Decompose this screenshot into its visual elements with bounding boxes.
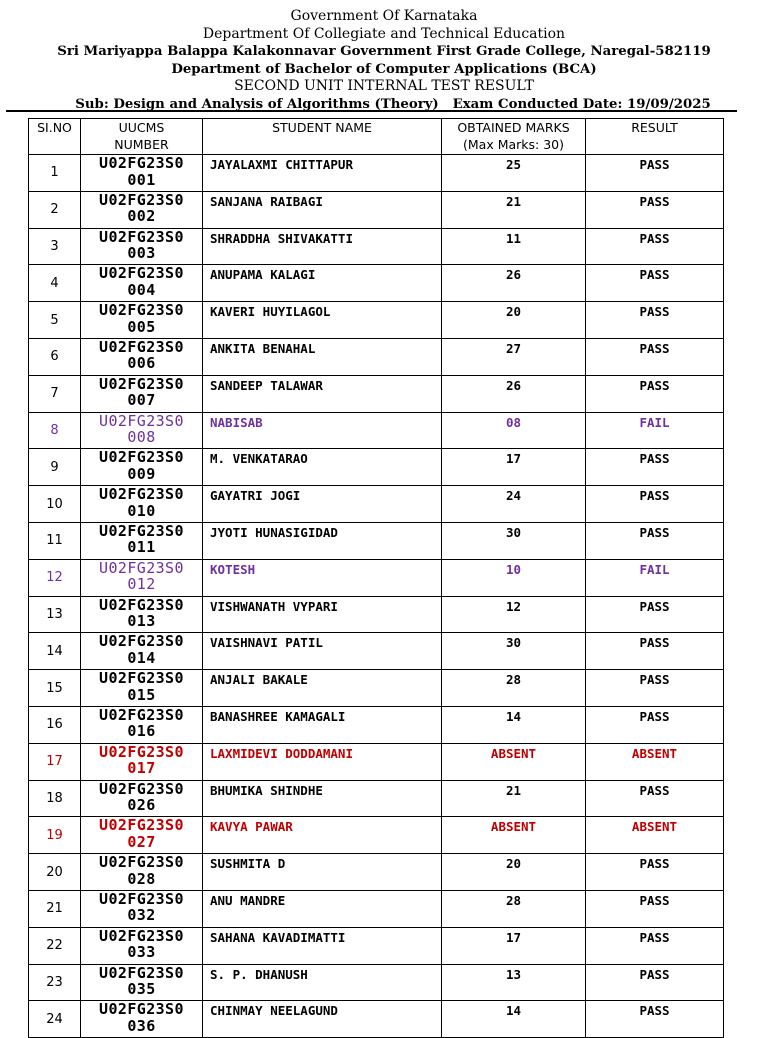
cell-uucms — [81, 817, 203, 854]
cell-uucms — [81, 596, 203, 633]
cell-result: FAIL — [586, 559, 724, 596]
cell-result: PASS — [586, 596, 724, 633]
marks-header-line1: OBTAINED MARKS — [457, 120, 570, 135]
cell-uucms — [81, 964, 203, 1001]
uucms-part2: 005 — [127, 317, 156, 336]
cell-slno: 18 — [29, 780, 81, 817]
cell-result: PASS — [586, 155, 724, 192]
cell-result: FAIL — [586, 412, 724, 449]
table-row — [29, 412, 724, 449]
uucms-part2: 026 — [127, 796, 156, 815]
uucms-part2: 036 — [127, 1016, 156, 1035]
uucms-part2: 033 — [127, 943, 156, 962]
uucms-part2: 009 — [127, 464, 156, 483]
uucms-part2: 017 — [127, 759, 156, 778]
cell-uucms — [81, 890, 203, 927]
table-row — [29, 486, 724, 523]
cell-result: PASS — [586, 191, 724, 228]
uucms-part1: U02FG23S0 — [99, 742, 184, 761]
cell-uucms — [81, 633, 203, 670]
cell-marks: 30 — [442, 522, 586, 559]
table-row — [29, 890, 724, 927]
cell-uucms — [81, 559, 203, 596]
uucms-part2: 012 — [127, 575, 156, 594]
cell-student-name: KAVYA PAWAR — [203, 817, 442, 854]
table-row — [29, 265, 724, 302]
uucms-part2: 016 — [127, 722, 156, 741]
cell-student-name: KOTESH — [203, 559, 442, 596]
cell-slno: 1 — [29, 155, 81, 192]
cell-slno: 19 — [29, 817, 81, 854]
cell-student-name: ANU MANDRE — [203, 890, 442, 927]
cell-uucms — [81, 191, 203, 228]
cell-marks: 08 — [442, 412, 586, 449]
header-divider — [6, 110, 737, 112]
table-header-row — [29, 119, 724, 155]
cell-uucms — [81, 155, 203, 192]
cell-student-name: ANUPAMA KALAGI — [203, 265, 442, 302]
cell-marks: ABSENT — [442, 817, 586, 854]
cell-slno: 22 — [29, 927, 81, 964]
uucms-part1: U02FG23S0 — [99, 301, 184, 320]
cell-result: PASS — [586, 449, 724, 486]
uucms-part2: 028 — [127, 869, 156, 888]
uucms-part2: 006 — [127, 354, 156, 373]
cell-slno: 7 — [29, 375, 81, 412]
cell-result: PASS — [586, 890, 724, 927]
cell-slno: 3 — [29, 228, 81, 265]
cell-marks: 14 — [442, 1001, 586, 1038]
uucms-part1: U02FG23S0 — [99, 963, 184, 982]
uucms-header-line2: NUMBER — [114, 137, 169, 152]
cell-result: PASS — [586, 854, 724, 891]
uucms-part2: 003 — [127, 244, 156, 263]
uucms-part2: 001 — [127, 170, 156, 189]
cell-student-name: S. P. DHANUSH — [203, 964, 442, 1001]
uucms-part1: U02FG23S0 — [99, 558, 184, 577]
table-row — [29, 670, 724, 707]
cell-slno: 4 — [29, 265, 81, 302]
uucms-part1: U02FG23S0 — [99, 632, 184, 651]
cell-student-name: CHINMAY NEELAGUND — [203, 1001, 442, 1038]
cell-uucms — [81, 338, 203, 375]
cell-marks: 28 — [442, 670, 586, 707]
cell-student-name: BHUMIKA SHINDHE — [203, 780, 442, 817]
cell-marks: 24 — [442, 486, 586, 523]
uucms-part1: U02FG23S0 — [99, 154, 184, 172]
column-header-slno: SI.NO — [29, 119, 81, 155]
cell-marks: 20 — [442, 854, 586, 891]
uucms-part2: 014 — [127, 648, 156, 667]
uucms-part1: U02FG23S0 — [99, 190, 184, 209]
cell-student-name: SUSHMITA D — [203, 854, 442, 891]
cell-slno: 24 — [29, 1001, 81, 1038]
cell-uucms — [81, 780, 203, 817]
table-row — [29, 854, 724, 891]
cell-slno: 17 — [29, 743, 81, 780]
column-header-student-name: STUDENT NAME — [203, 119, 442, 155]
cell-uucms — [81, 706, 203, 743]
table-row — [29, 559, 724, 596]
cell-slno: 5 — [29, 302, 81, 339]
cell-slno: 15 — [29, 670, 81, 707]
table-row — [29, 596, 724, 633]
cell-marks: 28 — [442, 890, 586, 927]
table-row — [29, 155, 724, 192]
uucms-part1: U02FG23S0 — [99, 448, 184, 467]
table-row — [29, 817, 724, 854]
cell-student-name: GAYATRI JOGI — [203, 486, 442, 523]
uucms-part2: 032 — [127, 906, 156, 925]
uucms-part2: 011 — [127, 538, 156, 557]
cell-result: PASS — [586, 338, 724, 375]
results-table — [28, 118, 724, 1038]
cell-result: PASS — [586, 927, 724, 964]
cell-result: PASS — [586, 265, 724, 302]
table-row — [29, 302, 724, 339]
cell-marks: 12 — [442, 596, 586, 633]
cell-uucms — [81, 449, 203, 486]
cell-slno: 8 — [29, 412, 81, 449]
cell-student-name: BANASHREE KAMAGALI — [203, 706, 442, 743]
cell-marks: 13 — [442, 964, 586, 1001]
cell-result: PASS — [586, 633, 724, 670]
column-header-uucms — [81, 119, 203, 155]
cell-student-name: JYOTI HUNASIGIDAD — [203, 522, 442, 559]
cell-slno: 21 — [29, 890, 81, 927]
uucms-part2: 004 — [127, 280, 156, 299]
cell-uucms — [81, 743, 203, 780]
uucms-part1: U02FG23S0 — [99, 926, 184, 945]
cell-student-name: ANJALI BAKALE — [203, 670, 442, 707]
cell-student-name: SAHANA KAVADIMATTI — [203, 927, 442, 964]
cell-uucms — [81, 375, 203, 412]
cell-uucms — [81, 1001, 203, 1038]
cell-slno: 11 — [29, 522, 81, 559]
subject: Sub: Design and Analysis of Algorithms (Theory) — [75, 96, 439, 112]
cell-marks: 11 — [442, 228, 586, 265]
cell-uucms — [81, 927, 203, 964]
cell-slno: 2 — [29, 191, 81, 228]
cell-marks: 26 — [442, 265, 586, 302]
cell-result: ABSENT — [586, 743, 724, 780]
table-row — [29, 338, 724, 375]
cell-result: PASS — [586, 706, 724, 743]
uucms-part2: 035 — [127, 980, 156, 999]
cell-marks: 10 — [442, 559, 586, 596]
exam-date: Exam Conducted Date: 19/09/2025 — [452, 96, 711, 112]
cell-result: PASS — [586, 670, 724, 707]
cell-uucms — [81, 265, 203, 302]
cell-slno: 10 — [29, 486, 81, 523]
cell-slno: 16 — [29, 706, 81, 743]
cell-result: PASS — [586, 486, 724, 523]
cell-result: PASS — [586, 228, 724, 265]
table-row — [29, 633, 724, 670]
cell-student-name: SANJANA RAIBAGI — [203, 191, 442, 228]
cell-marks: ABSENT — [442, 743, 586, 780]
cell-marks: 26 — [442, 375, 586, 412]
table-row — [29, 1001, 724, 1038]
table-row — [29, 706, 724, 743]
uucms-part1: U02FG23S0 — [99, 889, 184, 908]
cell-slno: 20 — [29, 854, 81, 891]
cell-marks: 20 — [442, 302, 586, 339]
uucms-part1: U02FG23S0 — [99, 705, 184, 724]
cell-result: ABSENT — [586, 817, 724, 854]
cell-result: PASS — [586, 780, 724, 817]
cell-marks: 17 — [442, 449, 586, 486]
uucms-part1: U02FG23S0 — [99, 411, 184, 430]
cell-slno: 14 — [29, 633, 81, 670]
uucms-part2: 027 — [127, 832, 156, 851]
test-title: SECOND UNIT INTERNAL TEST RESULT — [234, 78, 534, 95]
uucms-part2: 007 — [127, 391, 156, 410]
table-row — [29, 191, 724, 228]
uucms-part2: 002 — [127, 207, 156, 226]
cell-student-name: SANDEEP TALAWAR — [203, 375, 442, 412]
cell-slno: 23 — [29, 964, 81, 1001]
cell-marks: 27 — [442, 338, 586, 375]
document-header — [0, 8, 768, 114]
table-row — [29, 743, 724, 780]
cell-marks: 21 — [442, 191, 586, 228]
cell-student-name: NABISAB — [203, 412, 442, 449]
cell-slno: 9 — [29, 449, 81, 486]
column-header-result: RESULT — [586, 119, 724, 155]
college-name: Sri Mariyappa Balappa Kalakonnavar Government First Grade College, Naregal-582119 — [57, 44, 711, 60]
government-title: Government Of Karnataka — [290, 8, 478, 24]
cell-uucms — [81, 522, 203, 559]
uucms-part2: 013 — [127, 612, 156, 631]
cell-marks: 17 — [442, 927, 586, 964]
uucms-part2: 015 — [127, 685, 156, 704]
cell-marks: 30 — [442, 633, 586, 670]
uucms-part1: U02FG23S0 — [99, 595, 184, 614]
column-header-marks — [442, 119, 586, 155]
cell-slno: 6 — [29, 338, 81, 375]
cell-student-name: JAYALAXMI CHITTAPUR — [203, 155, 442, 192]
uucms-part1: U02FG23S0 — [99, 337, 184, 356]
cell-uucms — [81, 854, 203, 891]
cell-student-name: ANKITA BENAHAL — [203, 338, 442, 375]
uucms-part1: U02FG23S0 — [99, 779, 184, 798]
table-row — [29, 449, 724, 486]
uucms-part1: U02FG23S0 — [99, 853, 184, 872]
uucms-part2: 010 — [127, 501, 156, 520]
uucms-part1: U02FG23S0 — [99, 521, 184, 540]
table-row — [29, 927, 724, 964]
cell-student-name: KAVERI HUYILAGOL — [203, 302, 442, 339]
cell-result: PASS — [586, 964, 724, 1001]
marks-header-line2: (Max Marks: 30) — [463, 137, 564, 152]
table-row — [29, 522, 724, 559]
cell-student-name: SHRADDHA SHIVAKATTI — [203, 228, 442, 265]
table-row — [29, 964, 724, 1001]
cell-student-name: LAXMIDEVI DODDAMANI — [203, 743, 442, 780]
uucms-part1: U02FG23S0 — [99, 264, 184, 283]
uucms-part1: U02FG23S0 — [99, 816, 184, 835]
cell-uucms — [81, 486, 203, 523]
uucms-part1: U02FG23S0 — [99, 485, 184, 504]
department-name: Department of Bachelor of Computer Applications (BCA) — [171, 61, 597, 77]
cell-result: PASS — [586, 1001, 724, 1038]
cell-student-name: VAISHNAVI PATIL — [203, 633, 442, 670]
cell-student-name: VISHWANATH VYPARI — [203, 596, 442, 633]
cell-result: PASS — [586, 302, 724, 339]
cell-uucms — [81, 302, 203, 339]
cell-result: PASS — [586, 522, 724, 559]
table-row — [29, 780, 724, 817]
cell-slno: 13 — [29, 596, 81, 633]
cell-student-name: M. VENKATARAO — [203, 449, 442, 486]
uucms-header-line1: UUCMS — [118, 120, 165, 135]
cell-result: PASS — [586, 375, 724, 412]
table-row — [29, 375, 724, 412]
cell-marks: 25 — [442, 155, 586, 192]
department-title: Department Of Collegiate and Technical Education — [202, 25, 566, 42]
cell-marks: 21 — [442, 780, 586, 817]
cell-marks: 14 — [442, 706, 586, 743]
cell-uucms — [81, 228, 203, 265]
table-row — [29, 228, 724, 265]
cell-slno: 12 — [29, 559, 81, 596]
cell-uucms — [81, 412, 203, 449]
uucms-part1: U02FG23S0 — [99, 1000, 184, 1019]
cell-uucms — [81, 670, 203, 707]
uucms-part2: 008 — [127, 428, 156, 447]
uucms-part1: U02FG23S0 — [99, 374, 184, 393]
uucms-part1: U02FG23S0 — [99, 669, 184, 688]
uucms-part1: U02FG23S0 — [99, 227, 184, 246]
